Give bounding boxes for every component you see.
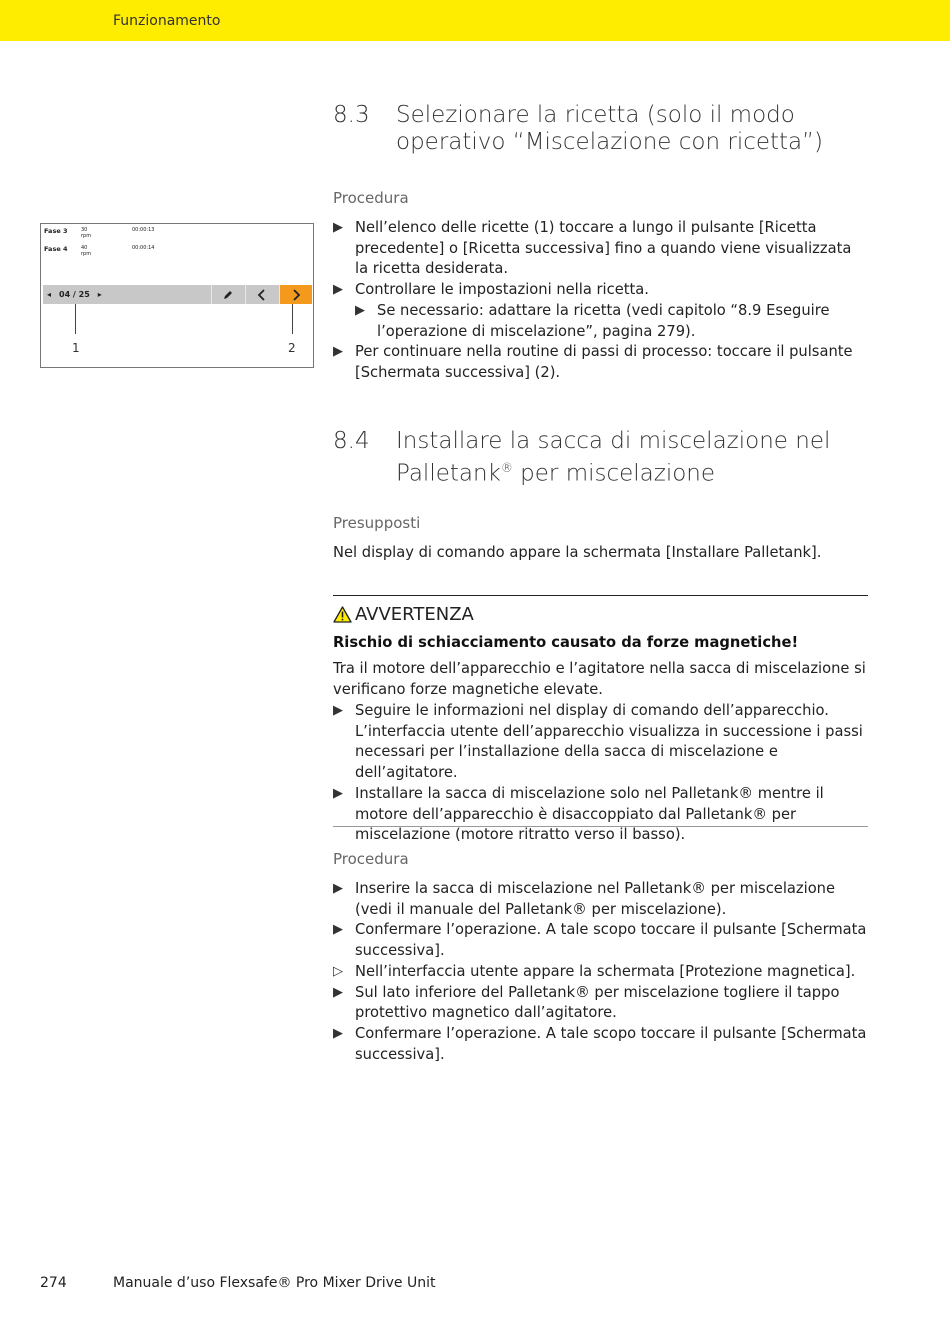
arrow-bullet-icon: ▶ <box>333 220 343 235</box>
list-item: ▶ Per continuare nella routine di passi di processo: toccare il pulsante [Schermata successiva] (2). <box>333 343 853 381</box>
warning-bottom-rule <box>333 826 868 827</box>
list-item: ▶ Seguire le informazioni nel display di comando dell’apparecchio. L’interfaccia utente dell’apparecchio visualizza in successione i passi necessari per l’installazione della sacca di miscelazione e dell’agitatore. <box>333 702 863 782</box>
callout-label-1: 1 <box>72 341 80 355</box>
edit-recipe-button[interactable] <box>211 285 244 304</box>
list-item: ▶ Installare la sacca di miscelazione solo nel Palletank® mentre il motore dell’apparecchio è disaccoppiato dal Palletank® per miscelazione (motore ritratto verso il basso). <box>333 784 824 844</box>
pager-value: 04 / 25 <box>59 290 90 299</box>
recipe-screen-figure: Fase 3 30 rpm 00:00:13 Fase 4 40 rpm 00:00:14 ◂ 04 / 25 ▸ 1 2 <box>40 223 314 368</box>
warning-triangle-icon <box>333 606 352 623</box>
list-item: ▶ Sul lato inferiore del Palletank® per miscelazione togliere il tappo protettivo magnetico dall’agitatore. <box>333 983 840 1022</box>
heading-number: 8.3 <box>333 102 370 128</box>
arrow-bullet-icon: ▶ <box>333 1025 343 1041</box>
arrow-bullet-icon: ▶ <box>333 282 343 298</box>
procedure-list-8-4 <box>333 879 868 1065</box>
heading-number: 8.4 <box>333 428 370 454</box>
arrow-bullet-icon: ▶ <box>333 881 343 896</box>
prerequisites-text: Nel display di comando appare la schermata [Installare Palletank]. <box>333 544 822 561</box>
header-bar <box>0 0 950 41</box>
result-bullet-icon: ▷ <box>333 963 343 979</box>
prerequisites-label: Presupposti <box>333 514 421 532</box>
arrow-bullet-icon: ▶ <box>333 785 343 801</box>
heading-text: Selezionare la ricetta (solo il modo operativo “Miscelazione con ricetta”) <box>396 102 824 155</box>
chevron-left-icon <box>257 289 267 301</box>
callout-line-2 <box>292 304 293 334</box>
arrow-bullet-icon: ▶ <box>333 703 343 718</box>
chevron-right-icon <box>291 289 301 301</box>
arrow-bullet-icon: ▶ <box>333 922 343 938</box>
warning-title: AVVERTENZA <box>333 604 474 625</box>
callout-label-2: 2 <box>288 341 296 355</box>
list-item: ▶ Inserire la sacca di miscelazione nel Palletank® per miscelazione (vedi il manuale del Palletank® per miscelazione). <box>333 880 836 918</box>
list-item: ▶ Controllare le impostazioni nella ricetta. <box>333 280 868 301</box>
warning-subtitle: Rischio di schiacciamento causato da forze magnetiche! <box>333 634 799 651</box>
callout-line-1 <box>75 304 76 334</box>
warning-steps <box>333 701 868 846</box>
recipe-navbar <box>43 285 311 304</box>
list-item: ▶ Confermare l’operazione. A tale scopo toccare il pulsante [Schermata successiva]. <box>333 921 867 960</box>
heading-text: Installare la sacca di miscelazione nel Palletank® per miscelazione <box>396 428 831 487</box>
caret-right-icon[interactable]: ▸ <box>97 290 102 299</box>
warning-text: Tra il motore dell’apparecchio e l’agitatore nella sacca di miscelazione si verificano forze magnetiche elevate. <box>333 660 866 698</box>
pencil-icon <box>223 290 233 300</box>
arrow-bullet-icon: ▶ <box>333 984 343 1000</box>
arrow-bullet-icon: ▶ <box>333 344 343 360</box>
caret-left-icon[interactable]: ◂ <box>47 290 52 299</box>
list-item: ▷ Nell’interfaccia utente appare la schermata [Protezione magnetica]. <box>333 962 868 983</box>
list-item: ▶ Confermare l’operazione. A tale scopo toccare il pulsante [Schermata successiva]. <box>333 1024 867 1063</box>
procedure-label: Procedura <box>333 189 409 207</box>
procedure-label: Procedura <box>333 850 409 868</box>
manual-title: Manuale d’uso Flexsafe® Pro Mixer Drive Unit <box>113 1275 436 1291</box>
warning-top-rule <box>333 595 868 596</box>
previous-recipe-button[interactable] <box>245 285 278 304</box>
section-title: Funzionamento <box>113 13 221 29</box>
procedure-list-8-3 <box>333 218 868 384</box>
list-item: ▶ Nell’elenco delle ricette (1) toccare a lungo il pulsante [Ricetta precedente] o [Ricetta successiva] fino a quando viene visualizzata la ricetta desiderata. <box>333 219 852 278</box>
page-number: 274 <box>40 1275 67 1291</box>
list-item: ▶ Se necessario: adattare la ricetta (vedi capitolo “8.9 Eseguire l’operazione di miscelazione”, pagina 279). <box>355 301 830 340</box>
next-screen-button[interactable] <box>279 285 312 304</box>
recipe-pager[interactable] <box>47 285 102 304</box>
arrow-bullet-icon: ▶ <box>355 302 365 318</box>
